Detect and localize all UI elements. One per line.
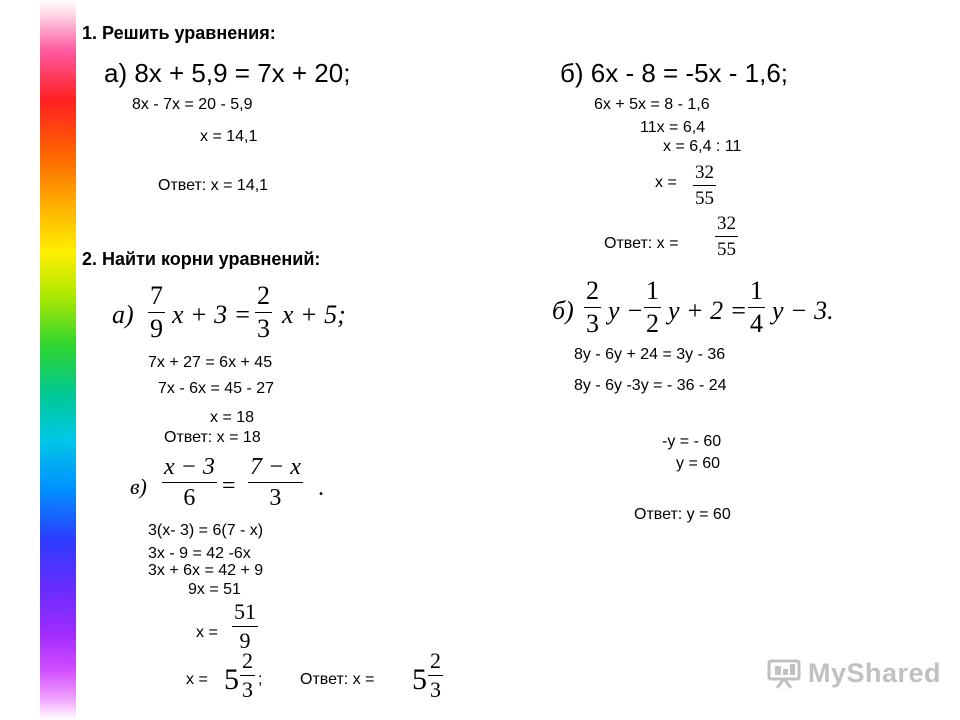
task2v-step2: 3х - 9 = 42 -6х [148, 545, 251, 562]
task2a-step3: х = 18 [210, 409, 255, 426]
fraction-denominator: 3 [257, 314, 270, 343]
fraction-numerator: 1 [750, 276, 763, 305]
fraction-numerator: x − 3 [164, 454, 215, 480]
fraction-denominator: 3 [242, 677, 253, 702]
task1b-fraction [693, 163, 716, 208]
logo-text: MyShared [808, 657, 942, 688]
fraction-bar [162, 482, 217, 483]
fraction-bar [148, 312, 165, 313]
fraction-numerator: 2 [242, 648, 253, 673]
task1b-answer-prefix: Ответ: х = [604, 235, 679, 252]
task2a-label: а) [112, 300, 134, 329]
task2b-step4: у = 60 [676, 455, 721, 472]
fraction-numerator: 51 [234, 599, 256, 624]
task1b-answer-fraction [715, 214, 738, 259]
task1b-step3: х = 6,4 : 11 [663, 138, 742, 155]
task2b-y2: y + 2 = [668, 296, 748, 325]
presentation-board-icon [766, 657, 802, 689]
task1a-step1: 8х - 7х = 20 - 5,9 [132, 96, 253, 113]
fraction-bar [248, 482, 303, 483]
task1a-answer: Ответ: х = 14,1 [158, 177, 269, 194]
task2v-step6-suffix: ; [258, 671, 263, 688]
fraction-numerator: 32 [695, 162, 714, 183]
task2b-y3: y − 3. [772, 296, 834, 325]
task2v-step5-prefix: х = [196, 624, 218, 641]
fraction-bar [644, 307, 661, 308]
fraction-numerator: 2 [257, 281, 270, 310]
task2v-answer-whole: 5 [412, 663, 427, 696]
task1a-problem: а) 8х + 5,9 = 7х + 20; [104, 58, 351, 88]
task2a-tail: x + 5; [282, 300, 346, 329]
task2v-answer-prefix: Ответ: х = [300, 671, 375, 688]
task1b-step4-prefix: х = [655, 174, 677, 191]
task1b-problem: б) 6х - 8 = -5х - 1,6; [560, 58, 789, 88]
fraction-numerator: 7 − x [250, 454, 301, 480]
task2v-step4: 9х = 51 [188, 581, 241, 598]
task2v-step3: 3х + 6х = 42 + 9 [148, 562, 264, 579]
task2b-fraction1 [584, 278, 601, 337]
fraction-numerator: 32 [717, 213, 736, 234]
task2v-answer-fraction [428, 650, 443, 701]
task2a-step1: 7х + 27 = 6х + 45 [148, 354, 273, 371]
fraction-numerator: 7 [150, 281, 163, 310]
task2a-answer: Ответ: х = 18 [164, 429, 261, 446]
fraction-numerator: 2 [430, 648, 441, 673]
fraction-bar [584, 307, 601, 308]
fraction-bar [232, 626, 258, 627]
task2v-step6-fraction [240, 650, 255, 701]
task2b-fraction2 [644, 278, 661, 337]
task1b-step1: 6х + 5х = 8 - 1,6 [594, 96, 710, 113]
fraction-denominator: 9 [239, 628, 251, 653]
task2b-label: б) [552, 296, 574, 325]
task2b-y1: y − [608, 296, 644, 325]
fraction-denominator: 55 [695, 188, 714, 209]
task2v-step6-prefix: х = [186, 671, 208, 688]
fraction-denominator: 3 [269, 485, 282, 511]
task2v-tail: . [318, 475, 324, 501]
task2v-equals: = [222, 473, 236, 499]
fraction-bar [715, 236, 738, 237]
task2v-fraction1 [162, 455, 217, 510]
fraction-numerator: 2 [586, 276, 599, 305]
task2v-fraction2 [248, 455, 303, 510]
task2-title: 2. Найти корни уравнений: [82, 249, 321, 269]
fraction-denominator: 4 [750, 309, 763, 338]
fraction-numerator: 1 [646, 276, 659, 305]
myshared-logo [766, 657, 941, 689]
task2v-step5-fraction [232, 601, 258, 652]
fraction-denominator: 2 [646, 309, 659, 338]
task2b-answer: Ответ: у = 60 [634, 506, 731, 523]
fraction-denominator: 3 [586, 309, 599, 338]
task2v-step1: 3(х- 3) = 6(7 - х) [148, 522, 264, 539]
fraction-bar [255, 312, 272, 313]
task2b-step3: -у = - 60 [662, 433, 722, 450]
fraction-bar [748, 307, 765, 308]
rainbow-stripe [40, 0, 76, 720]
fraction-denominator: 55 [717, 239, 736, 260]
task2a-step2: 7х - 6х = 45 - 27 [158, 380, 275, 397]
task2b-step2: 8у - 6у -3у = - 36 - 24 [574, 377, 727, 394]
fraction-denominator: 6 [183, 485, 196, 511]
fraction-denominator: 9 [150, 314, 163, 343]
task2v-step6-whole: 5 [224, 663, 239, 696]
task1-title: 1. Решить уравнения: [82, 23, 276, 43]
task1b-step2: 11х = 6,4 [640, 119, 706, 136]
fraction-bar [428, 675, 443, 676]
task2b-fraction3 [748, 278, 765, 337]
task2a-middle: x + 3 = [172, 300, 252, 329]
task2b-step1: 8у - 6у + 24 = 3у - 36 [574, 346, 726, 363]
task2a-fraction2 [255, 283, 272, 342]
task2v-label: в) [130, 474, 147, 499]
fraction-bar [240, 675, 255, 676]
task1a-step2: х = 14,1 [200, 128, 258, 145]
fraction-bar [693, 185, 716, 186]
fraction-denominator: 3 [430, 677, 441, 702]
task2a-fraction1 [148, 283, 165, 342]
